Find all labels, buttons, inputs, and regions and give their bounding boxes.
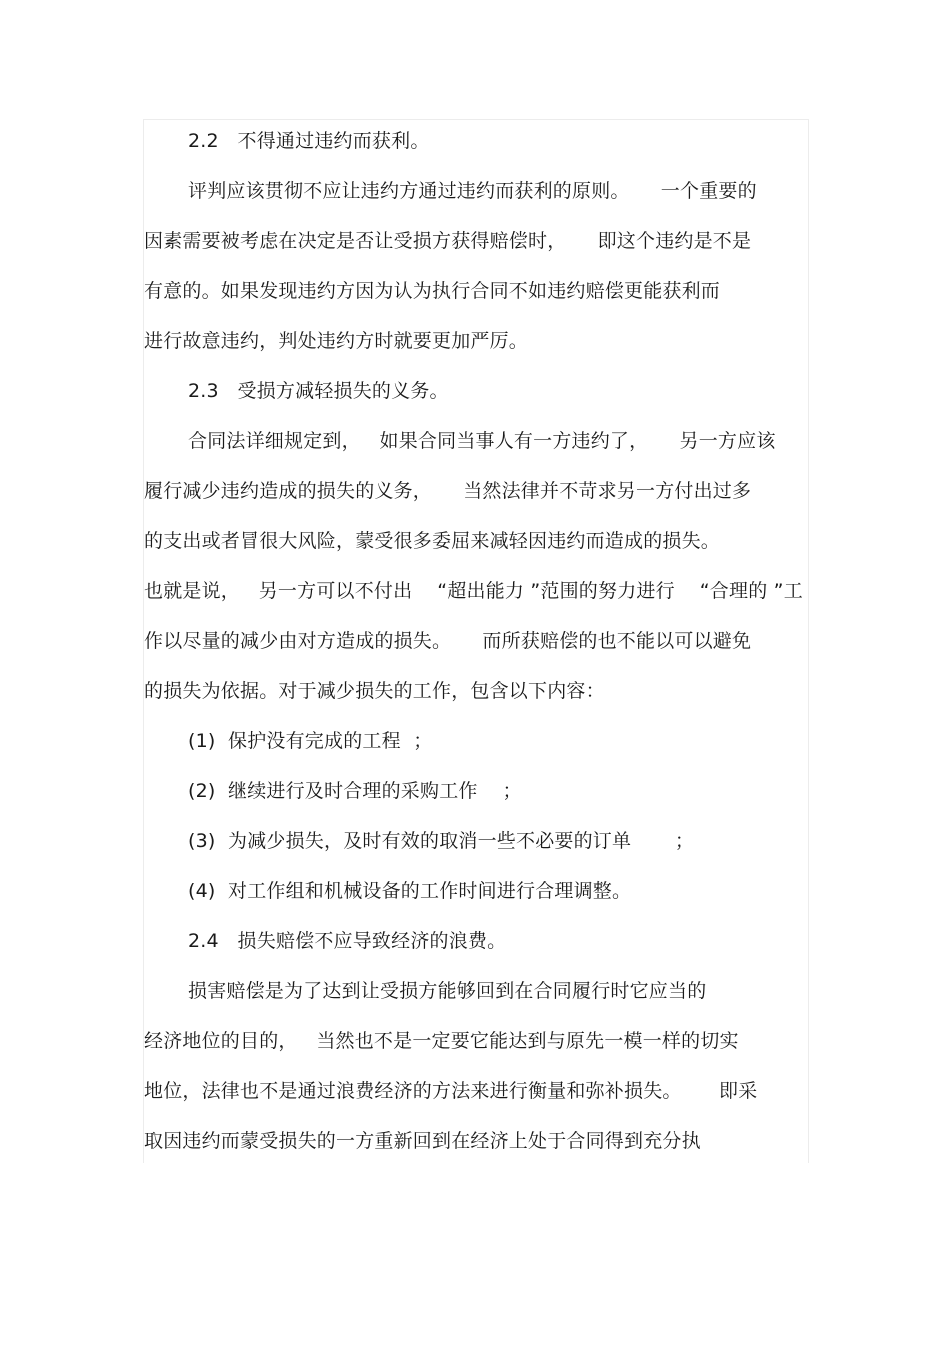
- paragraph-line: 进行故意违约，判处违约方时就要更加严厉。: [144, 330, 529, 352]
- paragraph-line: 的损失为依据。对于减少损失的工作，包含以下内容：: [144, 680, 605, 702]
- paragraph-line: 作以尽量的减少由对方造成的损失。 而所获赔偿的也不能以可以避免: [144, 630, 752, 652]
- paragraph-line: 也就是说， 另一方可以不付出 “超出能力 ”范围的努力进行 “合理的 ”工: [144, 580, 803, 602]
- list-item: (1) 保护没有完成的工程 ；: [188, 730, 433, 752]
- paragraph-line: 合同法详细规定到， 如果合同当事人有一方违约了， 另一方应该: [188, 430, 776, 452]
- paragraph-line: 有意的。如果发现违约方因为认为执行合同不如违约赔偿更能获利而: [144, 280, 721, 302]
- paragraph-line: 取因违约而蒙受损失的一方重新回到在经济上处于合同得到充分执: [144, 1130, 701, 1152]
- paragraph-line: 履行减少违约造成的损失的义务， 当然法律并不苛求另一方付出过多: [144, 480, 752, 502]
- paragraph-line: 损害赔偿是为了达到让受损方能够回到在合同履行时它应当的: [188, 980, 707, 1002]
- paragraph-line: 评判应该贯彻不应让违约方通过违约而获利的原则。 一个重要的: [188, 180, 757, 202]
- list-item: (2) 继续进行及时合理的采购工作 ；: [188, 780, 522, 802]
- paragraph-line: 因素需要被考虑在决定是否让受损方获得赔偿时， 即这个违约是不是: [144, 230, 752, 252]
- section-heading-2-4: 2.4 损失赔偿不应导致经济的浪费。: [188, 930, 507, 952]
- section-heading-2-3: 2.3 受损方减轻损失的义务。: [188, 380, 449, 402]
- list-item: (4) 对工作组和机械设备的工作时间进行合理调整。: [188, 880, 632, 902]
- paragraph-line: 的支出或者冒很大风险，蒙受很多委屈来减轻因违约而造成的损失。: [144, 530, 721, 552]
- section-heading-2-2: 2.2 不得通过违约而获利。: [188, 130, 430, 152]
- paragraph-line: 经济地位的目的， 当然也不是一定要它能达到与原先一模一样的切实: [144, 1030, 739, 1052]
- paragraph-line: 地位，法律也不是通过浪费经济的方法来进行衡量和弥补损失。 即采: [144, 1080, 758, 1102]
- list-item: (3) 为减少损失，及时有效的取消一些不必要的订单 ；: [188, 830, 695, 852]
